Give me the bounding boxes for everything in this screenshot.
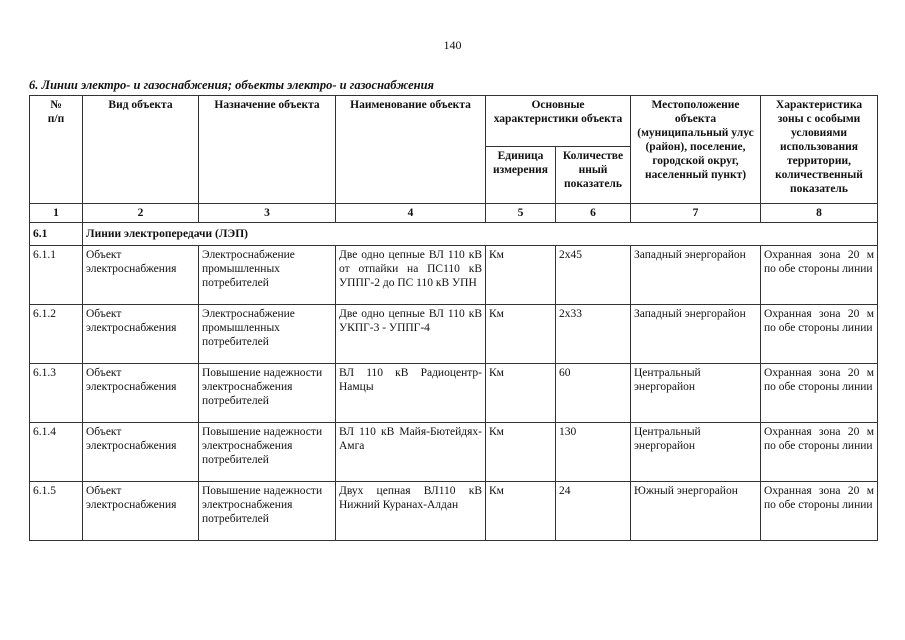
header-zone: Характеристика зоны с особыми условиями использования территории, количественный показатель [761,96,878,204]
row-zone: Охранная зона 20 м по обе стороны линии [761,482,878,541]
row-name: Две одно цепные ВЛ 110 кВ УКПГ-3 - УППГ-4 [336,305,486,364]
table-row [30,246,878,305]
header-location: Местоположение объекта (муниципальный улус (район), поселение, городской округ, населенный пункт) [631,96,761,204]
row-unit: Км [486,482,556,541]
row-purpose: Электроснабжение промышленных потребителей [199,305,336,364]
row-location: Западный энергорайон [631,305,761,364]
column-number: 1 [30,204,83,223]
table-row [30,423,878,482]
row-qty: 60 [556,364,631,423]
row-purpose: Повышение надежности электроснабжения потребителей [199,423,336,482]
row-unit: Км [486,364,556,423]
header-unit: Единица измерения [486,147,556,204]
column-number: 2 [83,204,199,223]
row-location: Центральный энергорайон [631,364,761,423]
row-unit: Км [486,423,556,482]
table-row [30,482,878,541]
row-name: ВЛ 110 кВ Майя-Бютейдях-Амга [336,423,486,482]
column-number: 6 [556,204,631,223]
table-row [30,364,878,423]
column-number: 8 [761,204,878,223]
row-qty: 2х45 [556,246,631,305]
objects-table [29,95,878,541]
row-num: 6.1.3 [30,364,83,423]
column-number: 4 [336,204,486,223]
header-purpose: Назначение объекта [199,96,336,204]
row-num: 6.1.4 [30,423,83,482]
row-purpose: Электроснабжение промышленных потребителей [199,246,336,305]
subsection-number: 6.1 [30,223,83,246]
column-numbers-row [30,204,878,223]
row-qty: 130 [556,423,631,482]
row-num: 6.1.1 [30,246,83,305]
table-row [30,305,878,364]
header-qty: Количестве нный показатель [556,147,631,204]
page-number: 140 [443,38,462,52]
row-name: Две одно цепные ВЛ 110 кВ от отпайки на ПС110 кВ УППГ-2 до ПС 110 кВ УПН [336,246,486,305]
row-purpose: Повышение надежности электроснабжения потребителей [199,364,336,423]
row-location: Южный энергорайон [631,482,761,541]
column-number: 3 [199,204,336,223]
row-purpose: Повышение надежности электроснабжения потребителей [199,482,336,541]
row-zone: Охранная зона 20 м по обе стороны линии [761,246,878,305]
row-num: 6.1.2 [30,305,83,364]
row-unit: Км [486,246,556,305]
row-kind: Объект электроснабжения [83,482,199,541]
section-title: 6. Линии электро- и газоснабжения; объекты электро- и газоснабжения [29,78,434,92]
row-kind: Объект электроснабжения [83,423,199,482]
subsection-row [30,223,878,246]
row-zone: Охранная зона 20 м по обе стороны линии [761,423,878,482]
row-num: 6.1.5 [30,482,83,541]
row-kind: Объект электроснабжения [83,305,199,364]
header-row-1 [30,96,878,147]
row-name: Двух цепная ВЛ110 кВ Нижний Куранах-Алдан [336,482,486,541]
header-num: № п/п [30,96,83,204]
row-kind: Объект электроснабжения [83,246,199,305]
row-location: Западный энергорайон [631,246,761,305]
header-main-chars: Основные характеристики объекта [486,96,631,147]
row-qty: 24 [556,482,631,541]
header-name: Наименование объекта [336,96,486,204]
header-kind: Вид объекта [83,96,199,204]
row-location: Центральный энергорайон [631,423,761,482]
row-zone: Охранная зона 20 м по обе стороны линии [761,305,878,364]
row-unit: Км [486,305,556,364]
row-qty: 2х33 [556,305,631,364]
row-zone: Охранная зона 20 м по обе стороны линии [761,364,878,423]
column-number: 5 [486,204,556,223]
row-kind: Объект электроснабжения [83,364,199,423]
row-name: ВЛ 110 кВ Радиоцентр-Намцы [336,364,486,423]
subsection-title: Линии электропередачи (ЛЭП) [83,223,878,246]
column-number: 7 [631,204,761,223]
